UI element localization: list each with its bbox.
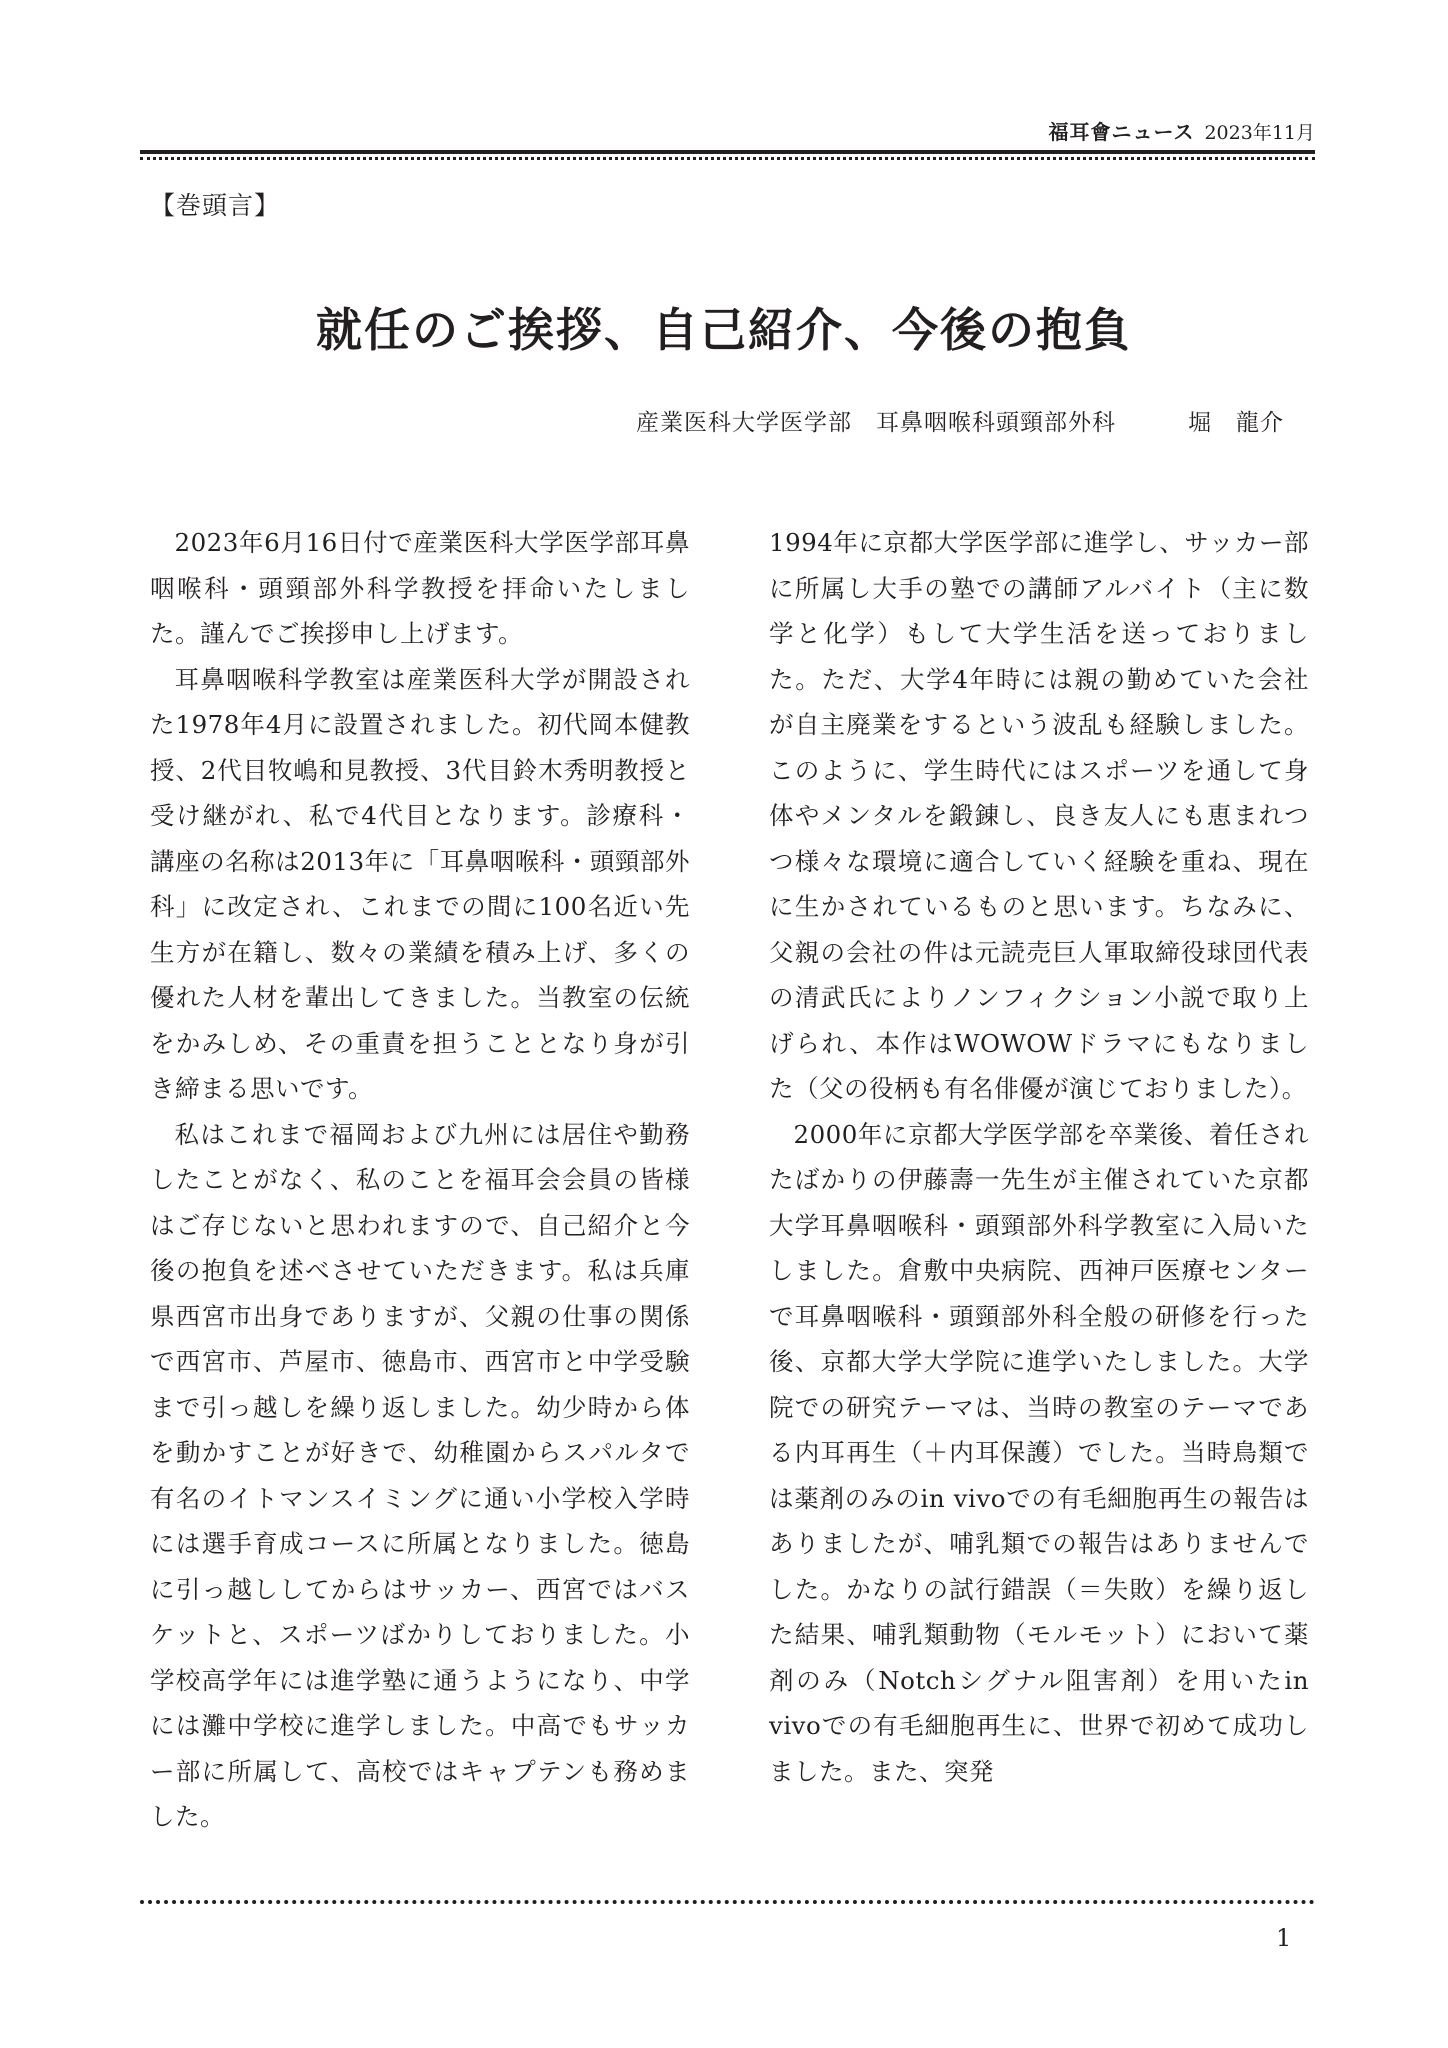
- left-column: [150, 520, 690, 1840]
- paragraph: 耳鼻咽喉科学教室は産業医科大学が開設された1978年4月に設置されました。初代岡本健教授、2代目牧嶋和見教授、3代目鈴木秀明教授と受け継がれ、私で4代目となります。診療科・講座の名称は2013年に「耳鼻咽喉科・頭頸部外科」に改定され、これまでの間に100名近い先生方が在籍し、数々の業績を積み上げ、多くの優れた人材を輩出してきました。当教室の伝統をかみしめ、その重責を担うこととなり身が引き締まる思いです。: [150, 664, 690, 1103]
- paragraph-continuation: 1994年に京都大学医学部に進学し、サッカー部に所属し大手の塾での講師アルバイト（主に数学と化学）もして大学生活を送っておりました。ただ、大学4年時には親の勤めていた会社が自主廃業をするという波乱も経験しました。このように、学生時代にはスポーツを通して身体やメンタルを鍛錬し、良き友人にも恵まれつつ様々な環境に適合していく経験を重ね、現在に生かされているものと思います。ちなみに、父親の会社の件は元読売巨人軍取締役球団代表の清武氏によりノンフィクション小説で取り上げられ、本作はWOWOWドラマにもなりました（父の役柄も有名俳優が演じておりました）。: [769, 528, 1309, 1103]
- page-header: [140, 118, 1315, 146]
- footer-dotted-rule: [140, 1900, 1315, 1904]
- publication-name: 福耳會ニュース: [1048, 120, 1195, 144]
- issue-date: 2023年11月: [1204, 122, 1315, 144]
- byline: [636, 404, 1284, 437]
- paragraph: 2023年6月16日付で産業医科大学医学部耳鼻咽喉科・頭頸部外科学教授を拝命いたしました。謹んでご挨拶申し上げます。: [150, 528, 690, 648]
- author-name: 堀 龍介: [1188, 410, 1284, 436]
- article-title: 就任のご挨拶、自己紹介、今後の抱負: [316, 303, 1132, 357]
- section-label: 【巻頭言】: [150, 191, 281, 220]
- paragraph: 2000年に京都大学医学部を卒業後、着任されたばかりの伊藤壽一先生が主催されていた京都大学耳鼻咽喉科・頭頸部外科学教室に入局いたしました。倉敷中央病院、西神戸医療センターで耳鼻咽喉科・頭頸部外科全般の研修を行った後、京都大学大学院に進学いたしました。大学院での研究テーマは、当時の教室のテーマである内耳再生（＋内耳保護）でした。当時鳥類では薬剤のみのin vivoでの有毛細胞再生の報告はありましたが、哺乳類での報告はありませんでした。かなりの試行錯誤（＝失敗）を繰り返した結果、哺乳類動物（モルモット）において薬剤のみ（Notchシグナル阻害剤）を用いたin vivoでの有毛細胞再生に、世界で初めて成功しました。また、突発: [769, 1119, 1309, 1786]
- page-number: 1: [1276, 1924, 1292, 1952]
- paragraph: 私はこれまで福岡および九州には居住や勤務したことがなく、私のことを福耳会会員の皆様はご存じないと思われますので、自己紹介と今後の抱負を述べさせていただきます。私は兵庫県西宮市出身でありますが、父親の仕事の関係で西宮市、芦屋市、徳島市、西宮市と中学受験まで引っ越しを繰り返しました。幼少時から体を動かすことが好きで、幼稚園からスパルタで有名のイトマンスイミングに通い小学校入学時には選手育成コースに所属となりました。徳島に引っ越ししてからはサッカー、西宮ではバスケットと、スポーツばかりしておりました。小学校高学年には進学塾に通うようになり、中学には灘中学校に進学しました。中高でもサッカー部に所属して、高校ではキャプテンも務めました。: [150, 1119, 690, 1831]
- author-affiliation: 産業医科大学医学部 耳鼻咽喉科頭頸部外科: [636, 410, 1116, 436]
- right-column: [769, 520, 1309, 1794]
- header-dotted-rule: [140, 157, 1315, 160]
